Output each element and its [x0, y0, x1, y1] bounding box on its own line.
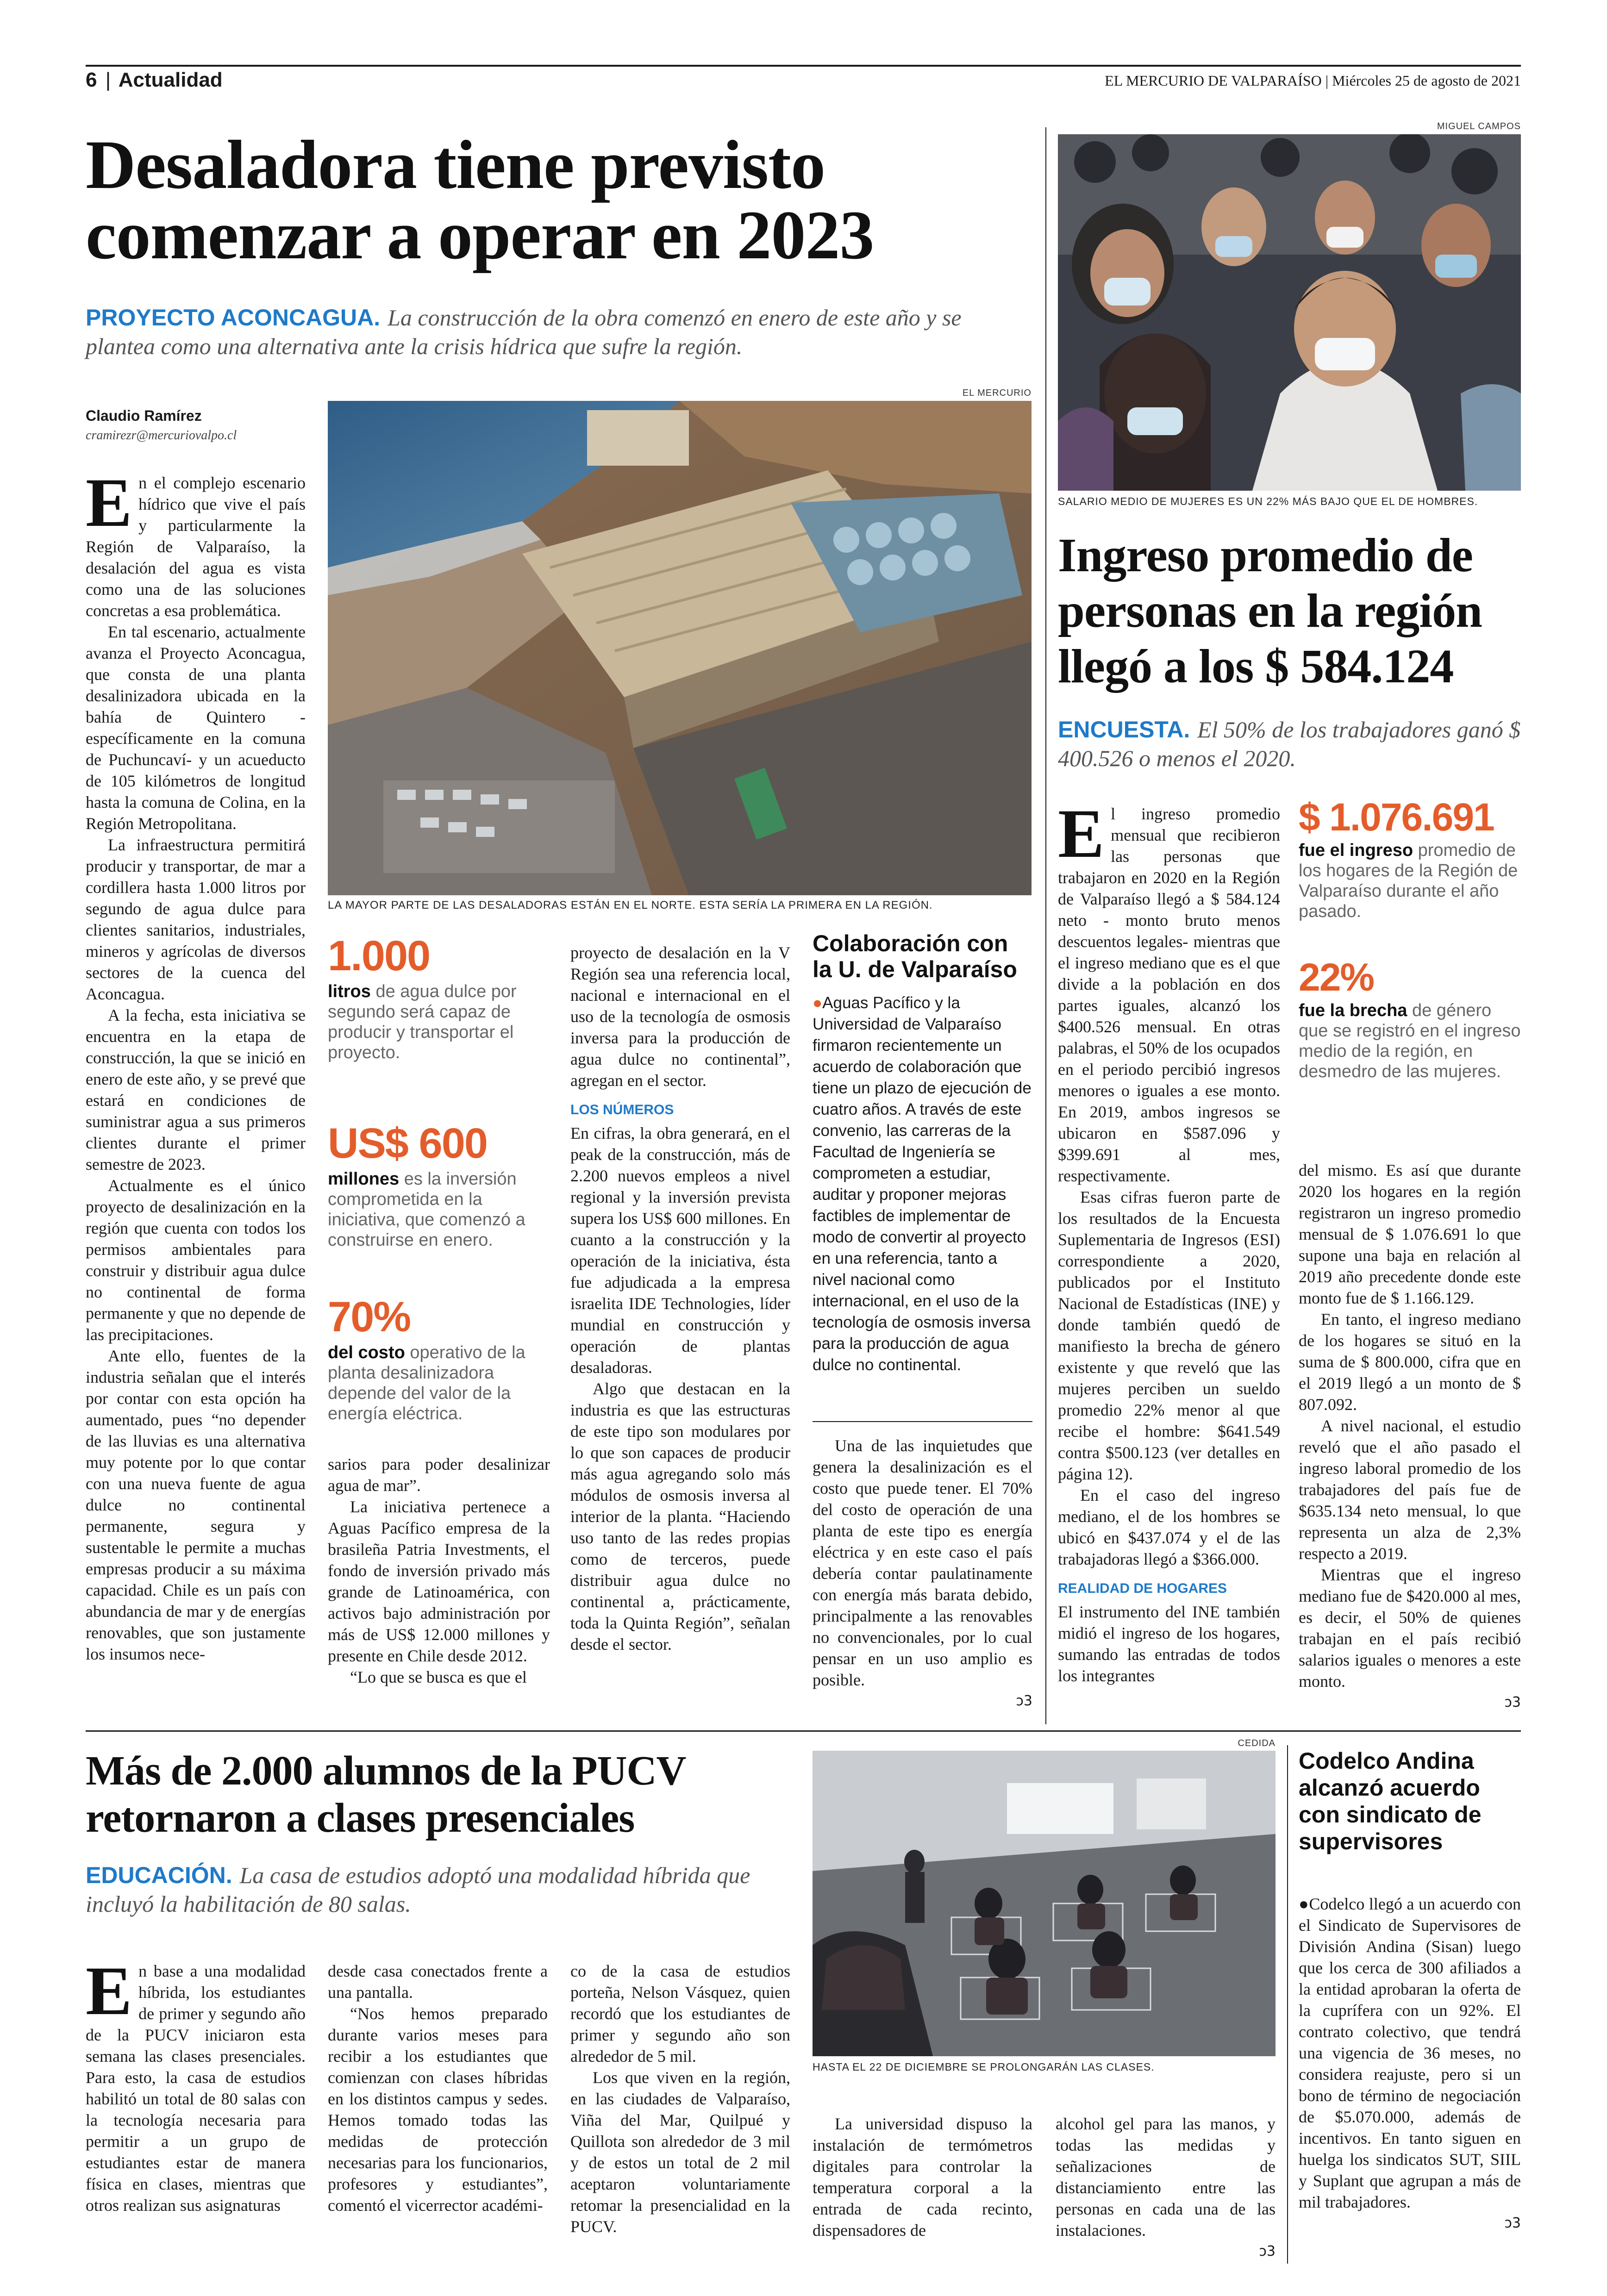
pucv-col2 [328, 1960, 548, 2216]
realidad-subhead: REALIDAD DE HOGARES [1058, 1581, 1227, 1596]
pucv-col1-text: n base a una modalidad híbrida, los estudiantes de primer y segundo año de la PUCV iniciaron esta semana las clases presenciales. Para esto, la casa de estudios habilitó un total de 80 salas con la tecnología necesaria para permitir a un grupo de estudiantes estar de manera física en clases, mientras que otros realizan sus asignaturas [86, 1962, 306, 2215]
pucv-col4 [813, 2113, 1032, 2241]
pucv-deck [86, 1861, 803, 1918]
main-kicker: PROYECTO ACONCAGUA. [86, 305, 381, 331]
income-story-col1 [1058, 795, 1280, 1686]
classroom-photo [813, 1751, 1276, 2056]
collaboration-sidebar: Colaboración con la U. de Valparaíso ●Aguas Pacífico y la Universidad de Valparaíso firmaron recientemente un acuerdo de colaboración que tiene un plazo de ejecución de cuatro años. A través de este convenio, las carreras de la Facultad de Ingeniería se comprometen a estudiar, auditar y proponer mejoras factibles de implementar de modo de convertir al proyecto en una referencia, tanto a nivel nacional como internacional, en el uso de la tecnología de osmosis inversa para la producción de agua dulce no continental. [813, 930, 1032, 1376]
income-photo-credit: MIGUEL CAMPOS [1437, 121, 1521, 131]
fact-text: de género que se registró en el ingreso medio de la región, en desmedro de las mujeres. [1299, 1001, 1521, 1081]
fact-bold: millones [328, 1169, 400, 1189]
drop-cap: E [86, 464, 132, 541]
income-facts [1299, 794, 1521, 1082]
pucv-col5-text: alcohol gel para las manos, y todas las medidas y señalizaciones de distanciamiento entre las personas en cada una de las instalaciones. [1056, 2115, 1276, 2240]
main-story-col4 [813, 1435, 1032, 1712]
fact-bold: fue la brecha [1299, 1001, 1407, 1020]
fact-text: de agua dulce por segundo será capaz de producir y transportar el proyecto. [328, 982, 517, 1062]
pucv-col1 [86, 1953, 306, 2216]
pucv-col3 [570, 1960, 790, 2237]
fact-value: 70% [328, 1293, 411, 1341]
fact-text: operativo de la planta desalinizadora depende del valor de la energía eléctrica. [328, 1343, 525, 1423]
numbers-subhead: LOS NÚMEROS [570, 1102, 674, 1117]
page-number: 6 [86, 69, 97, 91]
main-col1-p5: Actualmente es el único proyecto de desalinización en la región que cuenta con todos los permisos ambientales para construir y distribuir agua dulce no continental de forma permanente y que no depende de las precipitaciones. [86, 1176, 306, 1344]
pucv-col2-p1: desde casa conectados frente a una pantalla. [328, 1962, 548, 2002]
income-deck [1058, 715, 1521, 773]
fact-value: US$ 600 [328, 1120, 488, 1167]
women-crowd-photo [1058, 134, 1521, 491]
pucv-col5 [1056, 2113, 1276, 2262]
fact-text: promedio de los hogares de la Región de Valparaíso durante el año pasado. [1299, 841, 1518, 921]
codelco-body: ●Codelco llegó a un acuerdo con el Sindicato de Supervisores de División Andina (Sisan) luego que los cerca de 300 afiliados a la entidad aprobaran la oferta de la cuprífera con un 92%. El contrato colectivo, que tendrá una vigencia de 36 meses, no considera reajuste, pero si un bono de término de negociación de $5.070.000, además de incentivos. En tanto siguen en huelga los sindicatos SUT, SIIL y Suplant que agrupan a más de mil trabajadores. ↄ3 [1299, 1893, 1521, 2234]
income-col2-p4: Mientras que el ingreso mediano fue de $420.000 al mes, es decir, el 50% de quienes trabajan en el país recibió salarios iguales o menores a este monto. [1299, 1566, 1521, 1691]
end-mark-icon: ↄ3 [1259, 2243, 1276, 2259]
main-col3-top: proyecto de desalación en la V Región sea una referencia local, nacional e internacional en el uso de la tecnología de osmosis inversa para la producción de agua dulce no continental”, agregan en el sector. [570, 943, 790, 1090]
main-facts [328, 930, 550, 1424]
codelco-headline: Codelco Andina alcanzó acuerdo con sindicato de supervisores [1299, 1748, 1482, 1854]
income-kicker: ENCUESTA. [1058, 717, 1190, 742]
pucv-headline: Más de 2.000 alumnos de la PUCV retornaron a clases presenciales [86, 1748, 685, 1841]
income-headline: Ingreso promedio de personas en la región llegó a los $ 584.124 [1058, 529, 1482, 693]
author-email: cramirezr@mercuriovalpo.cl [86, 428, 237, 443]
main-col1-p2: En tal escenario, actualmente avanza el Proyecto Aconcagua, que consta de una planta desalinizadora ubicada en la bahía de Quintero -específicamente en la comuna de Puchuncaví- y un acueducto de 105 kilómetros de longitud hasta la comuna de Colina, en la Región Metropolitana. [86, 623, 306, 833]
pucv-col3-p1: co de la casa de estudios porteña, Nelson Vásquez, quien recordó que los estudiantes de primer y segundo año son alrededor de 5 mil. [570, 1962, 790, 2065]
masthead: EL MERCURIO DE VALPARAÍSO [1105, 72, 1322, 89]
end-mark-icon: ↄ3 [1504, 2215, 1521, 2231]
fact-bold: del costo [328, 1343, 405, 1362]
income-col1-p1: l ingreso promedio mensual que recibieron las personas que trabajaron en 2020 en la Región de Valparaíso llegó a $ 584.124 neto - monto bruto menos descuentos legales- mientras que el ingreso mediano que es el que divide a la población en dos partes iguales, alcanzó los $400.526 mensual. En otras palabras, el 50% de los ocupados en el periodo percibió ingresos menores o iguales a ese monto. En 2019, ambos ingresos se ubicaron en $587.096 y $399.691 al mes, respectivamente. [1058, 805, 1280, 1185]
main-col1-p1: n el complejo escenario hídrico que vive el país y particularmente la Región de Valparaíso, la desalación del agua es vista como una de las soluciones concretas a esa problemática. [86, 474, 306, 620]
income-col2-p1: del mismo. Es así que durante 2020 los hogares en la región registraron un ingreso promedio mensual de $ 1.076.691 lo que supone una baja en relación al 2019 año precedente donde este monto fue de $ 1.166.129. [1299, 1161, 1521, 1307]
fact-value: $ 1.076.691 [1299, 795, 1494, 839]
pucv-col2-p2: “Nos hemos preparado durante varios meses para recibir a los estudiantes que comienzan con clases híbridas en los distintos campus y sedes. Hemos tomado todas las medidas de protección necesarias para los funcionarios, profesores y estudiantes”, comentó el vicerrector académi- [328, 2004, 548, 2215]
desalination-plant-photo [328, 401, 1032, 895]
main-photo-caption: LA MAYOR PARTE DE LAS DESALADORAS ESTÁN EN EL NORTE. ESTA SERÍA LA PRIMERA EN LA REGIÓN. [328, 899, 933, 911]
main-col2-p3: “Lo que se busca es que el [350, 1668, 527, 1686]
author-name: Claudio Ramírez [86, 407, 202, 424]
main-headline: Desaladora tiene previsto comenzar a operar en 2023 [86, 126, 874, 274]
main-deck-text: La construcción de la obra comenzó en enero de este año y se plantea como una alternativa ante la crisis hídrica que sufre la región. [86, 305, 962, 359]
page-header-left: 6 | Actualidad [86, 69, 223, 91]
sidebar-title: Colaboración con la U. de Valparaíso [813, 930, 1017, 982]
codelco-body-text: Codelco llegó a un acuerdo con el Sindicato de Supervisores de División Andina (Sisan) luego que los cerca de 300 afiliados a la entidad aprobaran la oferta de la cuprífera con un 92%. El contrato colectivo, que tendrá una vigencia de 36 meses, no considera reajuste, pero si un bono de término de negociación de $5.070.000, además de incentivos. En tanto siguen en huelga los sindicatos SUT, SIIL y Suplant que agrupan a más de mil trabajadores. [1299, 1895, 1521, 2211]
fact-item [328, 1292, 550, 1424]
fact-item [328, 930, 550, 1118]
fact-value: 1.000 [328, 932, 430, 980]
main-deck [86, 303, 1035, 361]
income-col2-p3: A nivel nacional, el estudio reveló que el año pasado el ingreso laboral promedio de los trabajadores del país fue de $635.134 neto mensual, lo que representa un alza de 2,3% respecto a 2019. [1299, 1416, 1521, 1563]
page-header-right: EL MERCURIO DE VALPARAÍSO | Miércoles 25 de agosto de 2021 [1105, 72, 1521, 89]
fact-item [328, 1118, 550, 1292]
fact-bold: litros [328, 982, 371, 1001]
drop-cap: E [86, 1953, 132, 2029]
income-photo-caption: SALARIO MEDIO DE MUJERES ES UN 22% MÁS BAJO QUE EL DE HOMBRES. [1058, 495, 1478, 507]
main-story-col3 [570, 942, 790, 1655]
income-col1-p2: Esas cifras fueron parte de los resultados de la Encuesta Suplementaria de Ingresos (ESI) correspondiente a 2020, publicados por el Instituto Nacional de Estadísticas (INE) y donde también quedó de manifiesto la brecha de género existente y que reveló que las mujeres perciben un sueldo promedio 22% menor al que recibe el hombre: $641.549 contra $500.123 (ver detalles en página 12). [1058, 1188, 1280, 1483]
section-name: Actualidad [118, 69, 223, 91]
income-deck-text: El 50% de los trabajadores ganó $ 400.526 o menos el 2020. [1058, 717, 1521, 771]
main-col3-p2: Algo que destacan en la industria es que las estructuras de este tipo son modulares por lo que son capaces de producir más agua agregando solo más módulos de osmosis inversa al interior de la planta. “Haciendo uso tanto de las redes propias como de terceros, puede distribuir agua dulce no continental a, prácticamente, toda la Quinta Región”, señalan desde el sector. [570, 1379, 790, 1653]
end-mark-icon: ↄ3 [1016, 1693, 1032, 1709]
end-mark-icon: ↄ3 [1504, 1694, 1521, 1710]
pucv-photo-credit: CEDIDA [1238, 1738, 1276, 1748]
pucv-col3-p2: Los que viven en la región, en las ciudades de Valparaíso, Viña del Mar, Quilpué y Quillota son alrededor de 3 mil y de estos un total de 2 mil aceptaron voluntariamente retomar la presencialidad en la PUCV. [570, 2068, 790, 2236]
fact-text: es la inversión comprometida en la iniciativa, que comenzó a construirse en enero. [328, 1169, 525, 1250]
main-col2-p1: sarios para poder desalinizar agua de mar”. [328, 1455, 550, 1495]
main-col2-p2: La iniciativa pertenece a Aguas Pacífico empresa de la brasileña Patria Investments, el fondo de inversión privado más grande de Latinoamérica, con activos bajo administración por más de US$ 12.000 millones y presente en Chile desde 2012. [328, 1497, 550, 1665]
main-story-col2 [328, 1454, 550, 1688]
fact-bold: fue el ingreso [1299, 841, 1413, 860]
main-col3-p1: En cifras, la obra generará, en el peak de la construcción, más de 2.200 nuevos empleos a nivel regional y la inversión prevista supera los US$ 600 millones. En cuanto a la construcción y la operación de la iniciativa, ésta fue adjudicada a la empresa israelita IDE Technologies, líder mundial en construcción y operación de plantas desaladoras. [570, 1124, 790, 1377]
main-col1-p4: A la fecha, esta iniciativa se encuentra en la etapa de construcción, la que se inició en enero de este año, y se prevé que estará en condiciones de suministrar agua a sus primeros clientes durante el primer semestre de 2023. [86, 1006, 306, 1173]
income-col1-p3: En el caso del ingreso mediano, el de los hombres se ubicó en $437.074 y el de las trabajadoras llegó a $366.000. [1058, 1486, 1280, 1568]
income-story-col2 [1299, 1160, 1521, 1713]
drop-cap: E [1058, 795, 1105, 872]
pucv-photo-caption: HASTA EL 22 DE DICIEMBRE SE PROLONGARÁN LAS CLASES. [813, 2061, 1155, 2073]
main-photo-credit: EL MERCURIO [962, 388, 1032, 398]
issue-date: Miércoles 25 de agosto de 2021 [1332, 72, 1521, 89]
income-col2-p2: En tanto, el ingreso mediano de los hogares se situó en la suma de $ 800.000, cifra que en el 2019 llegó a un monto de $ 807.092. [1299, 1310, 1521, 1414]
fact-value: 22% [1299, 955, 1374, 999]
main-col1-p3: La infraestructura permitirá producir y transportar, de mar a cordillera hasta 1.000 litros por segundo de agua dulce para clientes sanitarios, industriales, mineros y agrícolas de diversos sectores de la cuenca del Aconcagua. [86, 836, 306, 1003]
income-col1-end: El instrumento del INE también midió el ingreso de los hogares, sumando las entradas de todos los integrantes [1058, 1603, 1280, 1685]
main-col4-text: Una de las inquietudes que genera la desalinización es el costo que puede tener. El 70% del costo de operación de una planta de este tipo es energía eléctrica y en este caso el país debería contar paulatinamente con energía más barata debido, principalmente a las renovables no convencionales, por lo cual pensar en un uso amplio es posible. [813, 1436, 1032, 1689]
pucv-deck-text: La casa de estudios adoptó una modalidad híbrida que incluyó la habilitación de 80 salas. [86, 1862, 750, 1917]
pucv-kicker: EDUCACIÓN. [86, 1862, 232, 1888]
main-story-col1 [86, 464, 306, 1665]
sidebar-body: Aguas Pacífico y la Universidad de Valparaíso firmaron recientemente un acuerdo de colaboración que tiene un plazo de ejecución de cuatro años. A través de este convenio, las carreras de la Facultad de Ingeniería se comprometen a estudiar, auditar y proponer mejoras factibles de implementar de modo de convertir al proyecto en una referencia, tanto a nivel nacional como internacional, en el uso de la tecnología de osmosis inversa para la producción de agua dulce no continental. [813, 994, 1032, 1374]
pucv-col4-text: La universidad dispuso la instalación de termómetros digitales para controlar la temperatura corporal a la entrada de cada recinto, dispensadores de [813, 2115, 1032, 2240]
main-col1-p6: Ante ello, fuentes de la industria señalan que el interés por contar con esta opción ha aumentado, pues “no depender de las lluvias es una alternativa muy potente por lo que contar con una nueva fuente de agua dulce no continental permanente, segura y sustentable le permite a muchas empresas producir a su máxima capacidad. Chile es un país con abundancia de mar y de energías renovables, que son justamente los insumos nece- [86, 1347, 306, 1663]
